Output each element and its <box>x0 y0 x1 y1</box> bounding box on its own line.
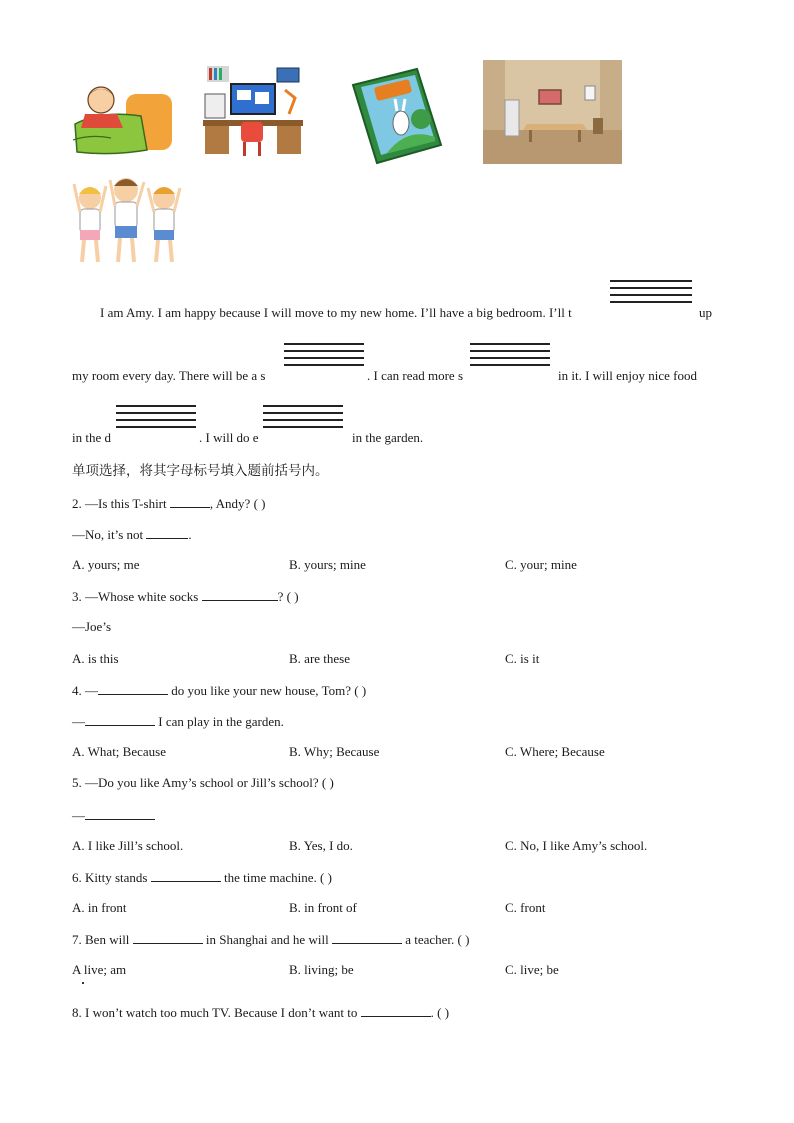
option-a[interactable]: A. What; Because <box>72 744 166 759</box>
answer-blank[interactable] <box>133 931 203 944</box>
question-2-reply <box>72 526 192 543</box>
question-4-reply <box>72 713 284 730</box>
reply-text: —No, it’s not <box>72 527 147 542</box>
writing-lines-dining-room[interactable] <box>116 405 196 433</box>
writing-lines-exercise[interactable] <box>263 405 343 433</box>
passage-line-1-start: I am Amy. I am happy because I will move to my new home. I’ll have a big bedroom. I’ll t <box>100 305 572 320</box>
option-b[interactable]: B. yours; mine <box>289 557 366 572</box>
question-text: in Shanghai and he will <box>202 932 332 947</box>
option-b[interactable]: B. are these <box>289 651 351 666</box>
writing-lines-storybooks[interactable] <box>470 343 550 371</box>
passage-line-1-end: up <box>699 305 712 320</box>
passage-line-3-end: in the garden. <box>352 430 424 445</box>
question-text: 3. —Whose white socks <box>72 589 202 604</box>
option-c[interactable]: C. live; be <box>505 962 559 977</box>
passage-line-2-start: my room every day. There will be a s <box>72 368 266 383</box>
option-c[interactable]: C. Where; Because <box>505 744 605 759</box>
writing-lines-study[interactable] <box>284 343 364 371</box>
passage-line-3-start: in the d <box>72 430 111 445</box>
question-3-reply: —Joe’s <box>72 619 111 634</box>
question-text: the time machine. ( ) <box>220 870 332 885</box>
option-a[interactable]: A. I like Jill’s school. <box>72 838 184 853</box>
answer-blank[interactable] <box>146 526 188 539</box>
answer-blank[interactable] <box>361 1004 431 1017</box>
question-text: a teacher. ( ) <box>401 932 470 947</box>
answer-blank[interactable] <box>170 495 210 508</box>
answer-blank[interactable] <box>151 869 221 882</box>
answer-blank[interactable] <box>202 588 278 601</box>
reply-text: — <box>72 714 85 729</box>
question-5-reply <box>72 807 155 824</box>
option-b[interactable]: B. Yes, I do. <box>289 838 353 853</box>
question-2 <box>72 495 265 512</box>
reply-text: . <box>188 527 192 542</box>
stray-dot <box>82 982 84 984</box>
passage-line-2-mid: . I can read more s <box>367 368 464 383</box>
question-text: ? ( ) <box>277 589 299 604</box>
answer-blank[interactable] <box>98 682 168 695</box>
option-c[interactable]: C. your; mine <box>505 557 577 572</box>
option-a[interactable]: A. is this <box>72 651 119 666</box>
picture-dining-room <box>483 60 622 164</box>
picture-boy-folding-blanket <box>71 80 173 158</box>
passage-line-2-end: in it. I will enjoy nice food <box>558 368 698 383</box>
reply-text: — <box>72 808 85 823</box>
writing-lines-tidy[interactable] <box>610 280 692 308</box>
question-text: 2. —Is this T-shirt <box>72 496 170 511</box>
question-text: 4. — <box>72 683 98 698</box>
option-a[interactable]: A. in front <box>72 900 127 915</box>
question-text: . ( ) <box>430 1005 450 1020</box>
option-b[interactable]: B. Why; Because <box>289 744 380 759</box>
question-6 <box>72 869 332 886</box>
question-text: 6. Kitty stands <box>72 870 151 885</box>
passage-line-3-mid: . I will do e <box>199 430 259 445</box>
question-text: 7. Ben will <box>72 932 133 947</box>
option-a[interactable]: A live; am <box>72 962 127 977</box>
answer-blank[interactable] <box>85 807 155 820</box>
question-4 <box>72 682 366 699</box>
question-text: , Andy? ( ) <box>209 496 266 511</box>
question-5: 5. —Do you like Amy’s school or Jill’s school? ( ) <box>72 775 334 790</box>
picture-children-exercising <box>72 172 184 268</box>
section-title: 单项选择，将其字母标号填入题前括号内。 <box>72 463 329 479</box>
reply-text: I can play in the garden. <box>155 714 284 729</box>
question-3 <box>72 588 299 605</box>
option-a[interactable]: A. yours; me <box>72 557 140 572</box>
question-7 <box>72 931 469 948</box>
option-c[interactable]: C. No, I like Amy’s school. <box>505 838 648 853</box>
question-text: 8. I won’t watch too much TV. Because I don’t want to <box>72 1005 361 1020</box>
answer-blank[interactable] <box>85 713 155 726</box>
answer-blank[interactable] <box>332 931 402 944</box>
option-b[interactable]: B. in front of <box>289 900 357 915</box>
option-c[interactable]: C. is it <box>505 651 540 666</box>
option-b[interactable]: B. living; be <box>289 962 354 977</box>
option-c[interactable]: C. front <box>505 900 546 915</box>
picture-storybook <box>347 67 445 165</box>
question-text: do you like your new house, Tom? ( ) <box>168 683 367 698</box>
question-8 <box>72 1004 449 1021</box>
picture-study-desk <box>201 64 305 158</box>
